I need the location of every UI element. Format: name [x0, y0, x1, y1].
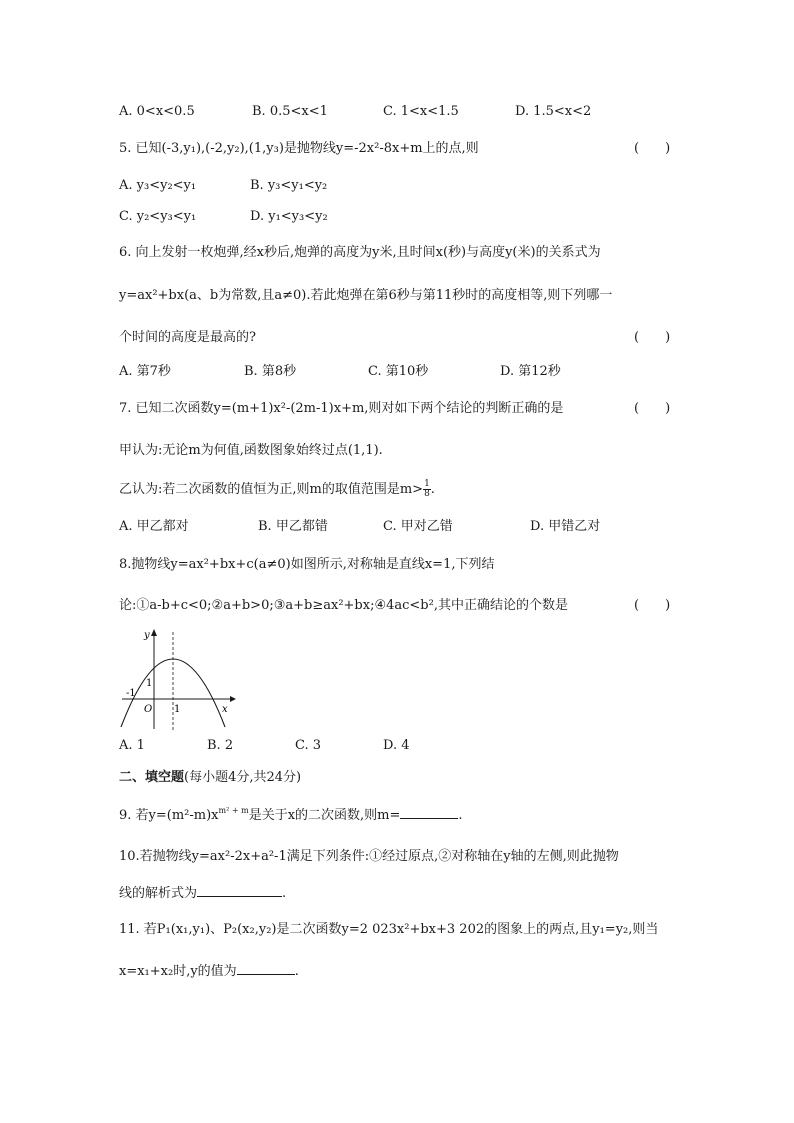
q6-option-d: D. 第12秒 [500, 364, 561, 379]
q8-answer-paren: ( ) [634, 598, 671, 613]
q8-option-d: D. 4 [383, 738, 410, 753]
q10-line-1: 10.若抛物线y=ax²-2x+a²-1满足下列条件:①经过原点,②对称轴在y轴的左侧,则此抛物 [119, 849, 619, 864]
q5-option-c: C. y₂<y₃<y₁ [119, 209, 197, 224]
q7-option-b: B. 甲乙都错 [258, 519, 328, 534]
q6-option-a: A. 第7秒 [119, 364, 171, 379]
q10-line-2: 线的解析式为 . [119, 886, 287, 901]
q11-line-1: 11. 若P₁(x₁,y₁)、P₂(x₂,y₂)是二次函数y=2 023x²+bx+3 202的图象上的两点,且y₁=y₂,则当 [119, 922, 659, 937]
x-axis-arrow [230, 696, 236, 702]
x-axis-label: x [222, 704, 228, 715]
section-2-note: (每小题4分,共24分) [184, 770, 302, 785]
q11-line-2: x=x₁+x₂时,y的值为 . [119, 964, 299, 979]
x-one-label: 1 [174, 704, 181, 715]
q7-answer-paren: ( ) [634, 401, 671, 416]
q4-option-b: B. 0.5<x<1 [252, 104, 328, 119]
q5-option-b: B. y₃<y₁<y₂ [250, 178, 328, 193]
q6-line-2: y=ax²+bx(a、b为常数,且a≠0).若此炮弹在第6秒与第11秒时的高度相等,则下列哪一 [119, 288, 613, 303]
origin-label: O [144, 704, 153, 715]
q5-option-a: A. y₃<y₂<y₁ [119, 178, 197, 193]
q10-answer-blank[interactable] [197, 884, 282, 897]
q8-option-b: B. 2 [207, 738, 234, 753]
q8-option-c: C. 3 [295, 738, 322, 753]
neg-one-label: -1 [126, 688, 136, 699]
q4-option-c: C. 1<x<1.5 [383, 104, 459, 119]
q9-line: 9. 若$y=(m^2-m)x^{m^2 + m}$是关于x的二次函数,则m= . [119, 806, 463, 823]
q6-line-1: 6. 向上发射一枚炮弹,经x秒后,炮弹的高度为y米,且时间x(秒)与高度y(米)的关系式为 [119, 245, 601, 260]
section-2-title: 二、填空题 [119, 770, 185, 785]
q7-option-d: D. 甲错乙对 [530, 519, 601, 534]
q9-answer-blank[interactable] [400, 806, 458, 819]
section-2-heading [119, 769, 301, 787]
q4-option-d: D. 1.5<x<2 [515, 104, 592, 119]
q5-option-d: D. y₁<y₃<y₂ [250, 209, 328, 224]
q5-answer-paren: ( ) [634, 141, 671, 156]
q9-exponent: m² + m [218, 806, 249, 815]
q8-line-2: 论:①a-b+c<0;②a+b>0;③a+b≥ax²+bx;④4ac<b²,其中正确结论的个数是 [119, 598, 568, 613]
q6-answer-paren: ( ) [634, 330, 671, 345]
q8-parabola-graph [118, 624, 240, 734]
q7-statement-jia: 甲认为:无论m为何值,函数图象始终过点(1,1). [119, 443, 383, 458]
q11-answer-blank[interactable] [237, 962, 295, 975]
q7-yi-text: 乙认为:若二次函数的值恒为正,则m的取值范围是m> [119, 482, 424, 497]
q7-statement-yi: 乙认为:若二次函数的值恒为正,则m的取值范围是m> $\frac{1}{8}$ . [119, 479, 435, 499]
q8-line-1: 8.抛物线y=ax²+bx+c(a≠0)如图所示,对称轴是直线x=1,下列结 [119, 557, 495, 572]
y-axis-label: y [144, 630, 150, 641]
q6-option-b: B. 第8秒 [244, 364, 297, 379]
y-axis-arrow [151, 629, 157, 636]
q5-stem: 5. 已知(-3,y₁),(-2,y₂),(1,y₃)是抛物线y=-2x²-8x+m上的点,则 [119, 141, 479, 156]
q7-option-a: A. 甲乙都对 [119, 519, 189, 534]
q7-stem: 7. 已知二次函数y=(m+1)x²-(2m-1)x+m,则对如下两个结论的判断正确的是 [119, 401, 564, 416]
q6-option-c: C. 第10秒 [368, 364, 429, 379]
y-intercept-label: 1 [146, 678, 153, 689]
q6-line-3: 个时间的高度是最高的? [119, 330, 256, 345]
q8-option-a: A. 1 [119, 738, 145, 753]
q7-option-c: C. 甲对乙错 [383, 519, 453, 534]
q4-option-a: A. 0<x<0.5 [119, 104, 195, 119]
q7-yi-fraction: $\frac{1}{8}$ [424, 479, 430, 499]
